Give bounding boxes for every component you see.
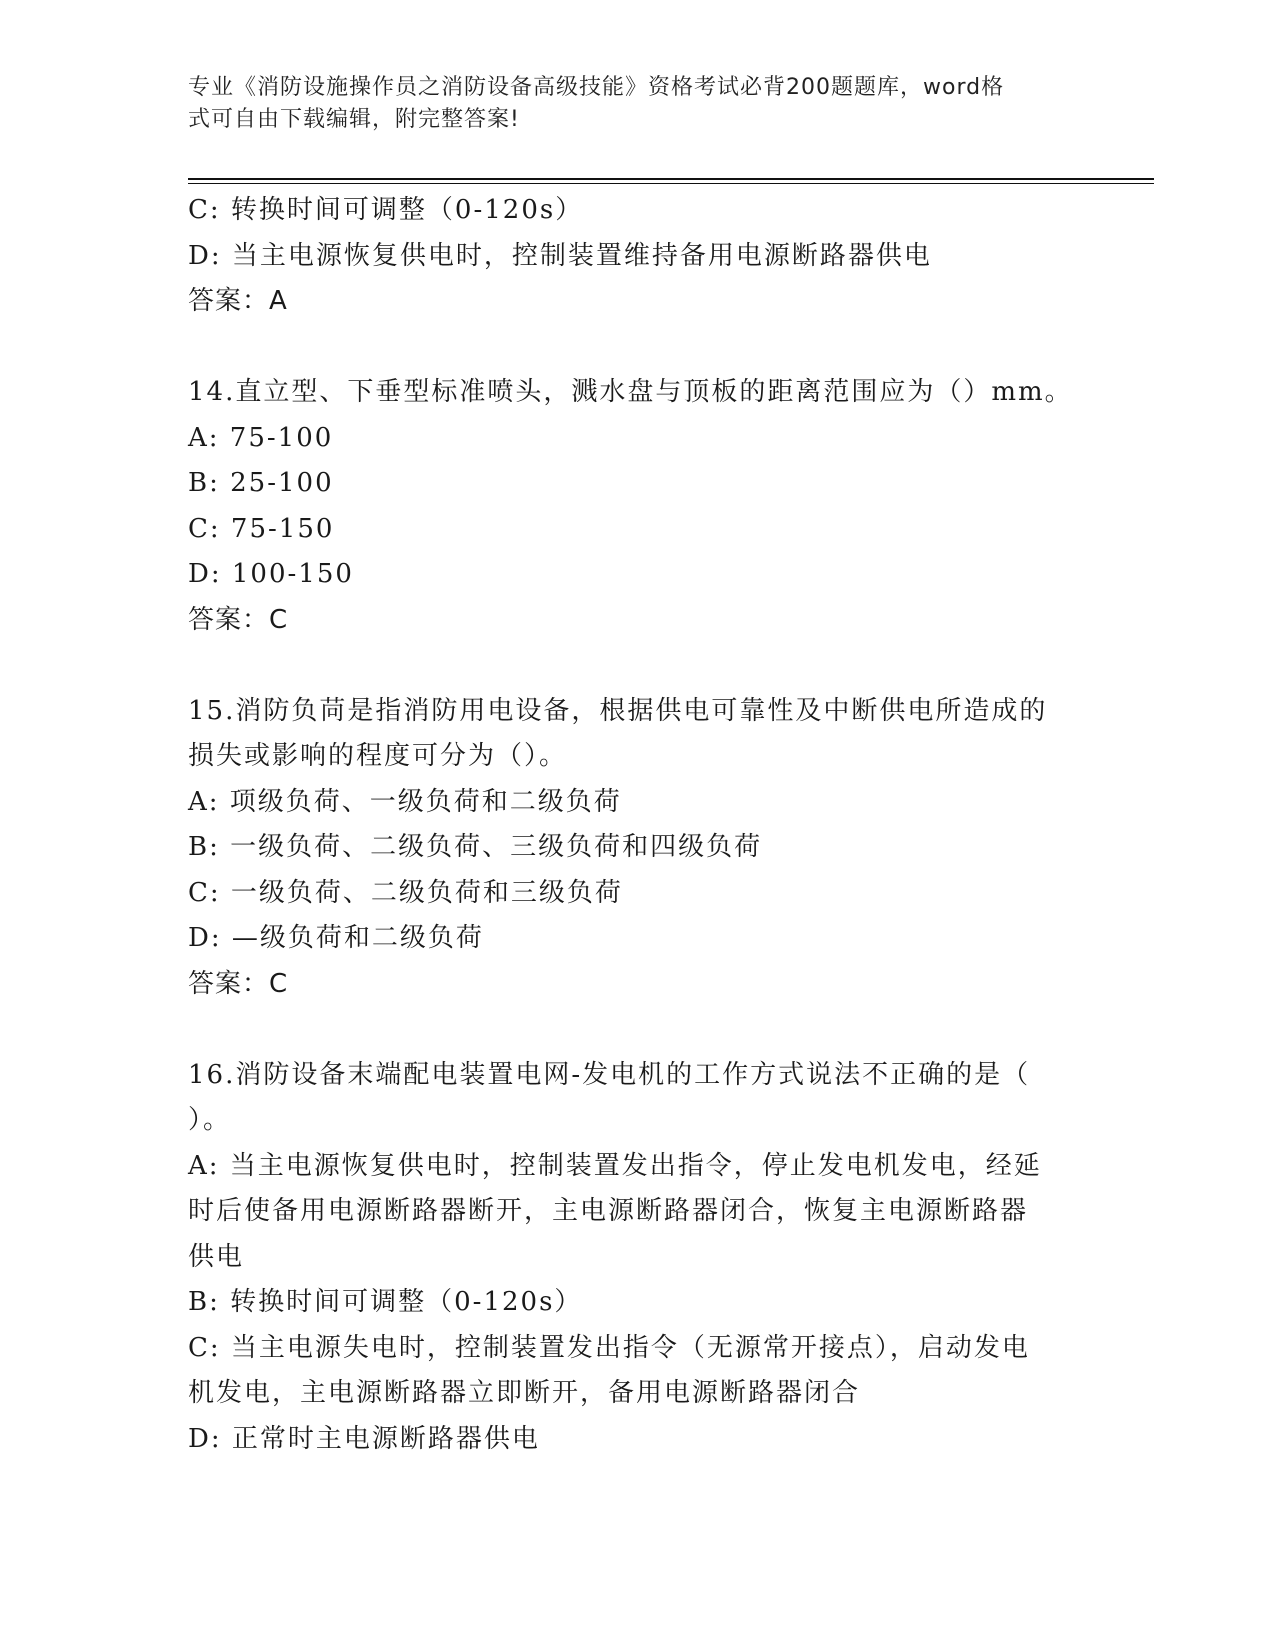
q15-option-c: C: 一级负荷、二级负荷和三级负荷 [188,877,623,908]
prev-option-c: C: 转换时间可调整（0-120s） [188,195,584,225]
q16-option-a-line-2: 时后使备用电源断路器断开，主电源断路器闭合，恢复主电源断路器 [188,1196,1029,1226]
q16-stem-line-2: ）。 [188,1105,232,1135]
q14-stem: 14.直立型、下垂型标准喷头，溅水盘与顶板的距离范围应为（）mm。 [188,377,1073,407]
q15-option-b: B: 一级负荷、二级负荷、三级负荷和四级负荷 [188,832,763,862]
q16-option-a-line-3: 供电 [188,1241,245,1272]
header-line-2: 式可自由下载编辑，附完整答案! [188,107,520,132]
q15-option-d: D: —级负荷和二级负荷 [188,923,484,953]
q14-option-c: C: 75-150 [188,513,335,544]
q16-option-d: D: 正常时主电源断路器供电 [188,1423,540,1454]
q16-option-a-line-1: A: 当主电源恢复供电时，控制装置发出指令，停止发电机发电，经延 [188,1150,1042,1181]
q16-stem-line-1: 16.消防设备末端配电装置电网-发电机的工作方式说法不正确的是（ [188,1059,1031,1090]
prev-option-d: D: 当主电源恢复供电时，控制装置维持备用电源断路器供电 [188,240,932,271]
q16-option-c-line-2: 机发电，主电源断路器立即断开，备用电源断路器闭合 [188,1378,861,1408]
spacer [188,643,1088,689]
q15-stem-line-2: 损失或影响的程度可分为（）。 [188,741,568,771]
spacer [188,1007,1088,1053]
spacer [188,325,1088,371]
q14-option-d: D: 100-150 [188,559,354,589]
header-rule-thick [188,178,1154,180]
q15-option-a: A: 项级负荷、一级负荷和二级负荷 [188,786,622,817]
q14-option-b: B: 25-100 [188,468,334,498]
q14-answer: 答案：C [188,604,289,635]
page-header [188,72,1088,136]
header-rule-thin [188,183,1154,184]
q14-option-a: A: 75-100 [188,422,334,453]
q16-option-c-line-1: C: 当主电源失电时，控制装置发出指令（无源常开接点），启动发电 [188,1332,1030,1363]
q15-answer: 答案：C [188,968,289,999]
q15-stem-line-1: 15.消防负苘是指消防用电设备，根据供电可靠性及中断供电所造成的 [188,695,1048,726]
document-body [188,188,1088,1462]
q16-option-b: B: 转换时间可调整（0-120s） [188,1287,583,1317]
header-line-1: 专业《消防设施操作员之消防设备高级技能》资格考试必背200题题库，word格 [188,75,1005,100]
prev-answer: 答案：A [188,286,288,316]
